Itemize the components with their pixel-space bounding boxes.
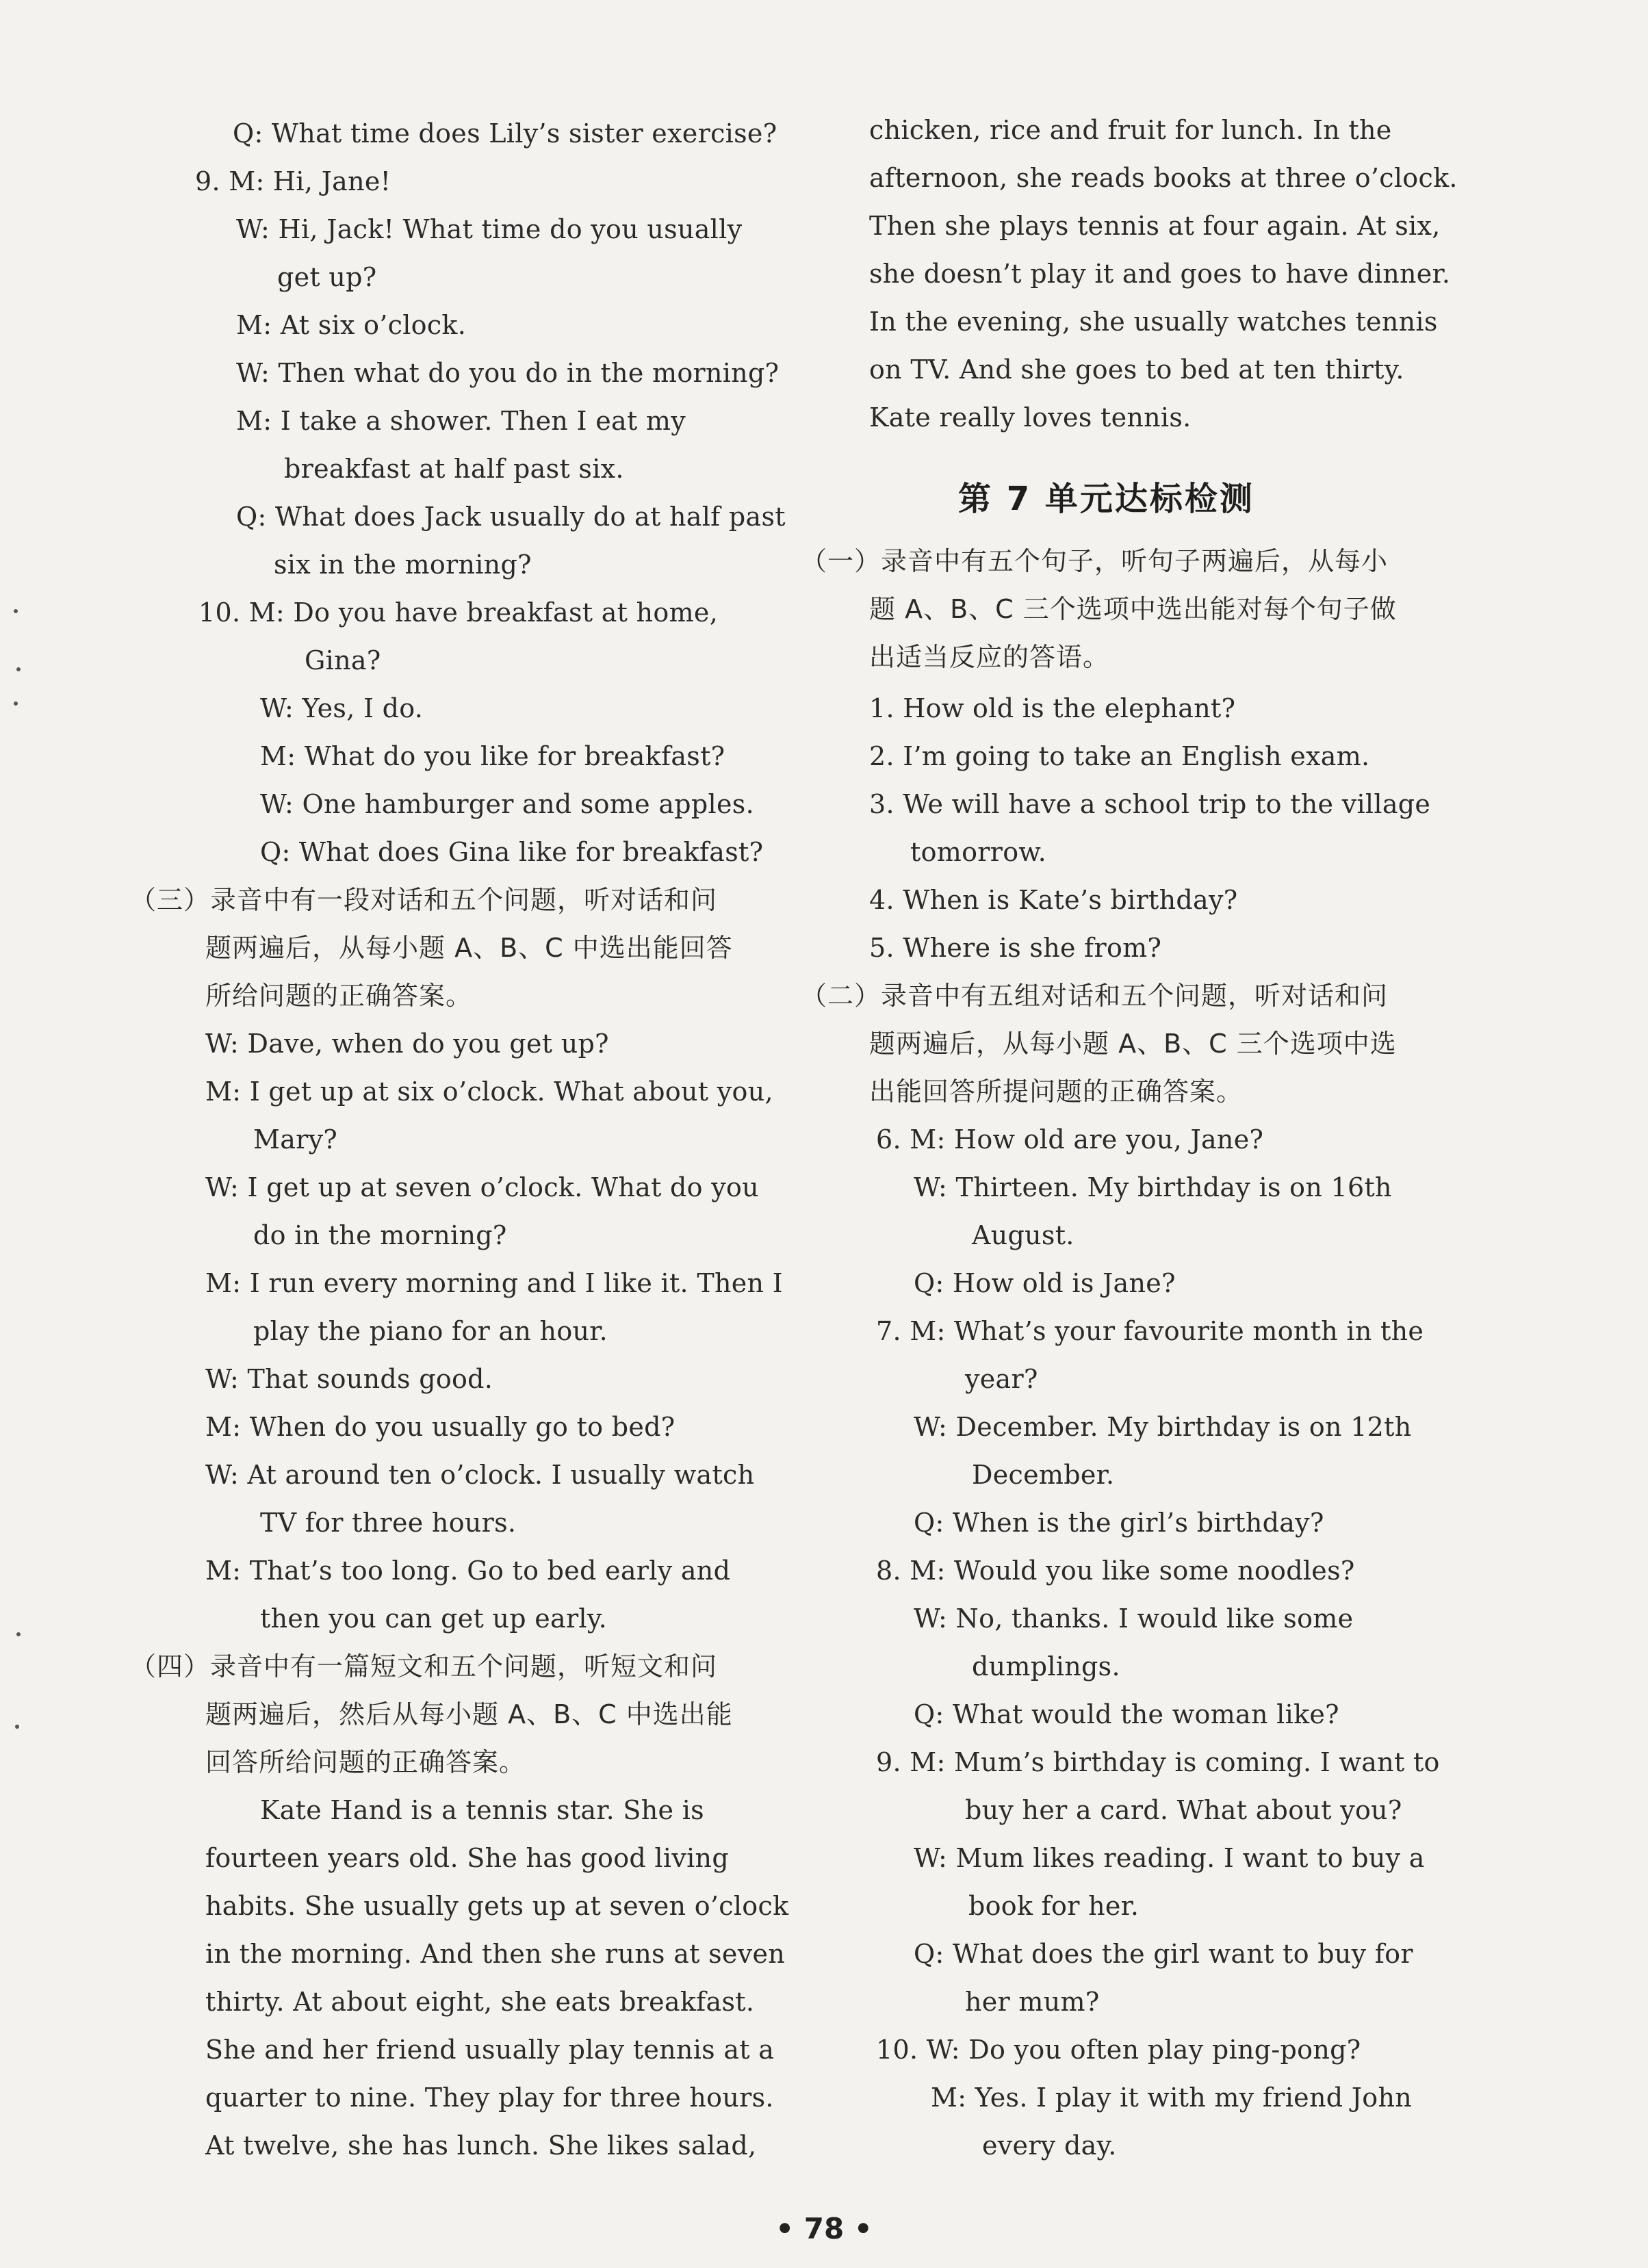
left-column-line: thirty. At about eight, she eats breakfast.	[205, 1987, 755, 2017]
right-column-bottom-line: 5. Where is she from?	[869, 933, 1162, 963]
right-column-top-line: Kate really loves tennis.	[869, 402, 1192, 433]
right-column-bottom-line: 2. I’m going to take an English exam.	[869, 741, 1370, 771]
left-column-line: 9. M: Hi, Jane!	[195, 166, 391, 196]
left-column-line: 回答所给问题的正确答案。	[205, 1747, 526, 1777]
left-column-line: Q: What does Jack usually do at half past	[236, 502, 786, 532]
right-column-bottom-line: every day.	[982, 2130, 1117, 2161]
left-column-line: W: Yes, I do.	[260, 693, 424, 723]
right-column-bottom-line: buy her a card. What about you?	[965, 1795, 1402, 1825]
right-column-top-line: afternoon, she reads books at three o’clock.	[869, 163, 1458, 193]
right-column-bottom-line: 8. M: Would you like some noodles?	[876, 1556, 1355, 1586]
left-column-line: W: One hamburger and some apples.	[260, 789, 754, 819]
right-column-bottom-line: Q: What would the woman like?	[914, 1699, 1339, 1729]
right-column-top-line: In the evening, she usually watches tennis	[869, 307, 1438, 337]
right-column-bottom-line: August.	[972, 1220, 1074, 1250]
scan-speck	[14, 701, 18, 706]
left-column-line: play the piano for an hour.	[253, 1316, 608, 1346]
left-column-line: W: Hi, Jack! What time do you usually	[236, 214, 743, 244]
left-column-line: in the morning. And then she runs at seven	[205, 1939, 786, 1969]
right-column-bottom-line: Q: How old is Jane?	[914, 1268, 1176, 1298]
scan-speck	[14, 609, 18, 613]
left-column-line: do in the morning?	[253, 1220, 507, 1250]
left-column-line: W: That sounds good.	[205, 1364, 493, 1394]
left-column-line: M: I run every morning and I like it. Then I	[205, 1268, 783, 1298]
right-column-bottom-line: book for her.	[968, 1891, 1140, 1921]
right-column-bottom-line: 题 A、B、C 三个选项中选出能对每个句子做	[869, 594, 1397, 624]
left-column-line: M: That’s too long. Go to bed early and	[205, 1556, 731, 1586]
right-column-bottom-line: dumplings.	[972, 1651, 1120, 1681]
page-number-value: 78	[803, 2212, 845, 2245]
left-column-line: M: When do you usually go to bed?	[205, 1412, 675, 1442]
left-column-line: get up?	[277, 262, 377, 292]
scan-speck	[16, 667, 21, 671]
right-column-bottom-line: 出能回答所提问题的正确答案。	[869, 1077, 1244, 1107]
right-column-bottom-line: 7. M: What’s your favourite month in the	[876, 1316, 1424, 1346]
left-column-line: M: What do you like for breakfast?	[260, 741, 725, 771]
right-column-bottom-line: 出适当反应的答语。	[869, 642, 1110, 672]
left-column-line: W: Dave, when do you get up?	[205, 1029, 609, 1059]
left-column-line: （三）录音中有一段对话和五个问题，听对话和问	[130, 885, 718, 915]
right-column-bottom-line: W: Mum likes reading. I want to buy a	[914, 1843, 1425, 1873]
right-column-bottom-line: 6. M: How old are you, Jane?	[876, 1124, 1264, 1155]
right-column-bottom-line: Q: What does the girl want to buy for	[914, 1939, 1413, 1969]
page-number: • 78 •	[775, 2212, 873, 2245]
left-column-line: 10. M: Do you have breakfast at home,	[198, 597, 719, 628]
right-column-top-line: chicken, rice and fruit for lunch. In the	[869, 115, 1392, 145]
right-column-bottom-line: 9. M: Mum’s birthday is coming. I want to	[876, 1747, 1440, 1777]
right-column-bottom-line: M: Yes. I play it with my friend John	[931, 2083, 1412, 2113]
right-column-bottom-line: her mum?	[965, 1987, 1100, 2017]
left-column-line: fourteen years old. She has good living	[205, 1843, 729, 1873]
right-column-bottom-line: 3. We will have a school trip to the village	[869, 789, 1431, 819]
left-column-line: M: I take a shower. Then I eat my	[236, 406, 686, 436]
left-column-line: TV for three hours.	[260, 1508, 517, 1538]
right-column-bottom-line: 1. How old is the elephant?	[869, 693, 1236, 723]
right-column-bottom-line: （一）录音中有五个句子，听句子两遍后，从每小	[801, 546, 1389, 576]
right-column-bottom-line: W: Thirteen. My birthday is on 16th	[914, 1172, 1392, 1202]
scan-speck	[16, 1632, 21, 1636]
right-column-bottom-line: W: December. My birthday is on 12th	[914, 1412, 1412, 1442]
left-column-line: （四）录音中有一篇短文和五个问题，听短文和问	[130, 1651, 718, 1681]
left-column-line: quarter to nine. They play for three hours.	[205, 2083, 774, 2113]
left-column-line: Kate Hand is a tennis star. She is	[260, 1795, 704, 1825]
left-column-line: Gina?	[305, 645, 381, 675]
section-title: 第 7 单元达标检测	[958, 480, 1254, 518]
left-column-line: six in the morning?	[274, 550, 532, 580]
right-column-bottom-line: 4. When is Kate’s birthday?	[869, 885, 1238, 915]
scan-speck	[15, 1725, 19, 1729]
left-column-line: breakfast at half past six.	[284, 454, 624, 484]
left-column-line: At twelve, she has lunch. She likes salad,	[205, 2130, 757, 2161]
right-column-top-line: she doesn’t play it and goes to have dinner.	[869, 259, 1451, 289]
left-column-line: 题两遍后，然后从每小题 A、B、C 中选出能	[205, 1699, 733, 1729]
right-column-bottom-line: year?	[965, 1364, 1038, 1394]
left-column-line: W: Then what do you do in the morning?	[236, 358, 780, 388]
left-column-line: M: I get up at six o’clock. What about you,	[205, 1077, 773, 1107]
left-column-line: then you can get up early.	[260, 1603, 607, 1634]
right-column-top-line: Then she plays tennis at four again. At six,	[869, 211, 1441, 241]
right-column-top-line: on TV. And she goes to bed at ten thirty.	[869, 355, 1404, 385]
left-column-line: M: At six o’clock.	[236, 310, 467, 340]
left-column-line: W: At around ten o’clock. I usually watch	[205, 1460, 755, 1490]
left-column-line: Q: What time does Lily’s sister exercise?	[233, 118, 777, 149]
right-column-bottom-line: 题两遍后，从每小题 A、B、C 三个选项中选	[869, 1029, 1397, 1059]
left-column-line: Q: What does Gina like for breakfast?	[260, 837, 764, 867]
left-column-line: She and her friend usually play tennis at a	[205, 2035, 775, 2065]
right-column-bottom-line: Q: When is the girl’s birthday?	[914, 1508, 1324, 1538]
right-column-bottom-line: tomorrow.	[910, 837, 1047, 867]
left-column-line: habits. She usually gets up at seven o’clock	[205, 1891, 789, 1921]
right-column-bottom-line: W: No, thanks. I would like some	[914, 1603, 1354, 1634]
right-column-bottom-line: December.	[972, 1460, 1115, 1490]
left-column-line: 所给问题的正确答案。	[205, 981, 473, 1011]
left-column-line: 题两遍后，从每小题 A、B、C 中选出能回答	[205, 933, 733, 963]
right-column-bottom-line: （二）录音中有五组对话和五个问题，听对话和问	[801, 981, 1389, 1011]
left-column-line: Mary?	[253, 1124, 338, 1155]
left-column-line: W: I get up at seven o’clock. What do you	[205, 1172, 759, 1202]
right-column-bottom-line: 10. W: Do you often play ping-pong?	[876, 2035, 1361, 2065]
